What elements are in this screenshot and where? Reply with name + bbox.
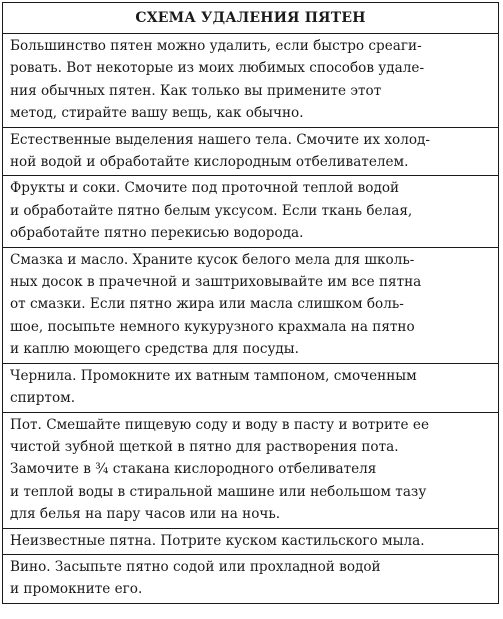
text-line: шое, посыпьте немного кукурузного крахмала на пятно	[10, 318, 415, 335]
section-sweat	[3, 412, 499, 528]
section-text	[3, 176, 499, 247]
text-line: и каплю моющего средства для посуды.	[10, 341, 299, 358]
chart-header-row	[3, 3, 499, 34]
text-line: Замочите в ¾ стакана кислородного отбеливателя	[10, 461, 377, 478]
text-line: Большинство пятен можно удалить, если быстро среаги-	[10, 38, 422, 54]
text-line: Фрукты и соки. Смочите под проточной теплой водой	[10, 180, 400, 197]
text-line: и обработайте пятно белым уксусом. Если ткань белая,	[10, 202, 413, 219]
chart-title: СХЕМА УДАЛЕНИЯ ПЯТЕН	[3, 3, 499, 34]
text-line: Чернила. Промокните их ватным тампоном, смоченным	[10, 367, 417, 384]
text-line: Пот. Смешайте пищевую соду и воду в пасту и вотрите ее	[10, 416, 429, 433]
section-intro	[3, 34, 499, 128]
section-fruit-juice	[3, 176, 499, 247]
section-body-fluids	[3, 127, 499, 176]
section-text	[3, 127, 499, 176]
text-line: Смазка и масло. Храните кусок белого мела для школь-	[10, 251, 415, 268]
text-line: спиртом.	[10, 390, 76, 407]
section-ink	[3, 363, 499, 412]
section-grease-oil	[3, 247, 499, 363]
section-text	[3, 247, 499, 363]
text-line: ния обычных пятен. Как только вы примените этот	[10, 82, 382, 99]
text-line: от смазки. Если пятно жира или масла слишком боль-	[10, 296, 404, 313]
text-line: Неизвестные пятна. Потрите куском кастильского мыла.	[10, 532, 425, 549]
text-line: и промокните его.	[10, 581, 143, 598]
text-line: чистой зубной щеткой в пятно для растворения пота.	[10, 438, 399, 455]
section-text	[3, 34, 499, 128]
text-line: метод, стирайте вашу вещь, как обычно.	[10, 105, 304, 122]
text-line: ровать. Вот некоторые из моих любимых способов удале-	[10, 60, 425, 77]
section-text	[3, 363, 499, 412]
text-line: ных досок в прачечной и заштриховывайте им все пятна	[10, 274, 422, 291]
text-line: Вино. Засыпьте пятно содой или прохладной водой	[10, 558, 381, 575]
text-line: для белья на пару часов или на ночь.	[10, 506, 281, 523]
text-line: и теплой воды в стиральной машине или небольшом тазу	[10, 483, 427, 500]
section-wine	[3, 554, 499, 603]
text-line: ной водой и обработайте кислородным отбеливателем.	[10, 154, 409, 171]
text-line: обработайте пятно перекисью водорода.	[10, 225, 304, 242]
stain-removal-chart	[2, 2, 499, 604]
section-unknown	[3, 528, 499, 554]
section-text	[3, 412, 499, 528]
text-line: Естественные выделения нашего тела. Смочите их холод-	[10, 131, 431, 148]
section-text	[3, 554, 499, 603]
section-text	[3, 528, 499, 554]
